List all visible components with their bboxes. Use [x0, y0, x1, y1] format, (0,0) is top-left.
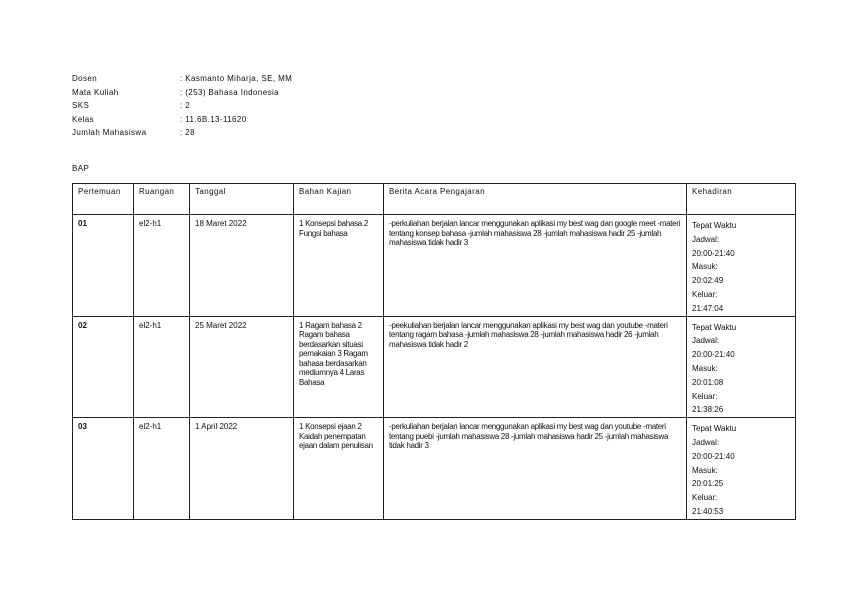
header-tanggal: Tanggal: [190, 184, 294, 215]
cell-bahan-kajian: 1 Ragam bahasa 2 Ragam bahasa berdasarkan situasi pemakaian 3 Ragam bahasa berdasarkan mediumnya 4 Laras Bahasa: [294, 316, 384, 418]
kehadiran-status: Tepat Waktu: [692, 424, 737, 434]
kehadiran-jadwal-label: Jadwal:: [692, 437, 720, 447]
info-row-dosen: [72, 72, 292, 86]
info-label: Jumlah Mahasiswa: [72, 128, 147, 137]
kehadiran-keluar: 21:38:26: [692, 405, 724, 415]
kehadiran-jadwal: 20:00-21:40: [692, 248, 735, 258]
info-label: Mata Kuliah: [72, 87, 119, 97]
cell-tanggal: 1 April 2022: [190, 418, 294, 520]
cell-pertemuan: 01: [73, 215, 134, 317]
cell-kehadiran: [687, 215, 796, 317]
cell-ruangan: el2-h1: [134, 316, 190, 418]
info-row-sks: [72, 99, 292, 113]
header-kehadiran: Kehadiran: [687, 184, 796, 215]
cell-pertemuan: 03: [73, 418, 134, 520]
kehadiran-jadwal: 20:00-21:40: [692, 451, 735, 461]
cell-ruangan: el2-h1: [134, 215, 190, 317]
info-label: Dosen: [72, 74, 98, 83]
header-pertemuan: Pertemuan: [73, 184, 134, 215]
cell-berita-acara: -perkuliahan berjalan lancar menggunakan aplikasi my best wag dan youtube -materi tentang puebi -jumlah mahasiswa 28 -jumlah mahasiswa hadir 25 -jumlah mahasiswa tidak hadir 3: [384, 418, 687, 520]
info-label: Kelas: [72, 114, 95, 124]
info-label: SKS: [72, 101, 90, 110]
info-value: : 28: [180, 128, 195, 137]
cell-ruangan: el2-h1: [134, 418, 190, 520]
kehadiran-masuk: 20:01:25: [692, 479, 724, 489]
cell-tanggal: 25 Maret 2022: [190, 316, 294, 418]
info-value: : 11.6B.13-11620: [180, 114, 247, 124]
info-value: : Kasmanto Miharja, SE, MM: [180, 74, 293, 83]
table-row: [73, 316, 796, 418]
table-row: [73, 418, 796, 520]
bap-heading: BAP: [72, 164, 90, 173]
cell-berita-acara: -perkuliahan berjalan lancar menggunakan aplikasi my best wag dan google meet -materi tentang konsep bahasa -jumlah mahasiswa 28 -jumlah mahasiswa hadir 25 -jumlah mahasiswa tidak hadir 3: [384, 215, 687, 317]
cell-bahan-kajian: 1 Konsepsi bahasa 2 Fungsi bahasa: [294, 215, 384, 317]
kehadiran-keluar-label: Keluar:: [692, 289, 718, 299]
kehadiran-keluar: 21:40:53: [692, 506, 724, 516]
header-bahan-kajian: Bahan Kajian: [294, 184, 384, 215]
info-value: : (253) Bahasa Indonesia: [180, 87, 279, 97]
cell-berita-acara: -peekuliahan berjalan lancar menggunakan aplikasi my best wag dan youtube -materi tentang ragam bahasa -jumlah mahasiswa 28 -jumlah mahasiswa hadir 26 -jumlah mahasiswa tidak hadir 2: [384, 316, 687, 418]
kehadiran-jadwal: 20:00-21:40: [692, 350, 735, 360]
kehadiran-status: Tepat Waktu: [692, 322, 737, 332]
info-row-kelas: [72, 113, 292, 127]
kehadiran-masuk: 20:02:49: [692, 276, 724, 286]
info-row-jumlah-mahasiswa: [72, 126, 292, 140]
kehadiran-keluar: 21:47:04: [692, 303, 724, 313]
info-value: : 2: [180, 101, 191, 110]
header-berita-acara: Berita Acara Pengajaran: [384, 184, 687, 215]
kehadiran-jadwal-label: Jadwal:: [692, 336, 720, 346]
kehadiran-masuk: 20:01:08: [692, 377, 724, 387]
kehadiran-masuk-label: Masuk:: [692, 262, 718, 272]
bap-table: [72, 183, 796, 520]
table-header-row: [73, 184, 796, 215]
info-row-mata-kuliah: [72, 86, 292, 100]
cell-pertemuan: 02: [73, 316, 134, 418]
cell-kehadiran: [687, 418, 796, 520]
cell-kehadiran: [687, 316, 796, 418]
cell-bahan-kajian: 1 Konsepsi ejaan 2 Kaidah penempatan ejaan dalam penulisan: [294, 418, 384, 520]
kehadiran-jadwal-label: Jadwal:: [692, 234, 720, 244]
course-info: [72, 72, 292, 140]
kehadiran-keluar-label: Keluar:: [692, 391, 718, 401]
header-ruangan: Ruangan: [134, 184, 190, 215]
kehadiran-keluar-label: Keluar:: [692, 493, 718, 503]
kehadiran-status: Tepat Waktu: [692, 221, 737, 230]
kehadiran-masuk-label: Masuk:: [692, 363, 718, 373]
cell-tanggal: 18 Maret 2022: [190, 215, 294, 317]
table-row: [73, 215, 796, 317]
kehadiran-masuk-label: Masuk:: [692, 465, 718, 475]
